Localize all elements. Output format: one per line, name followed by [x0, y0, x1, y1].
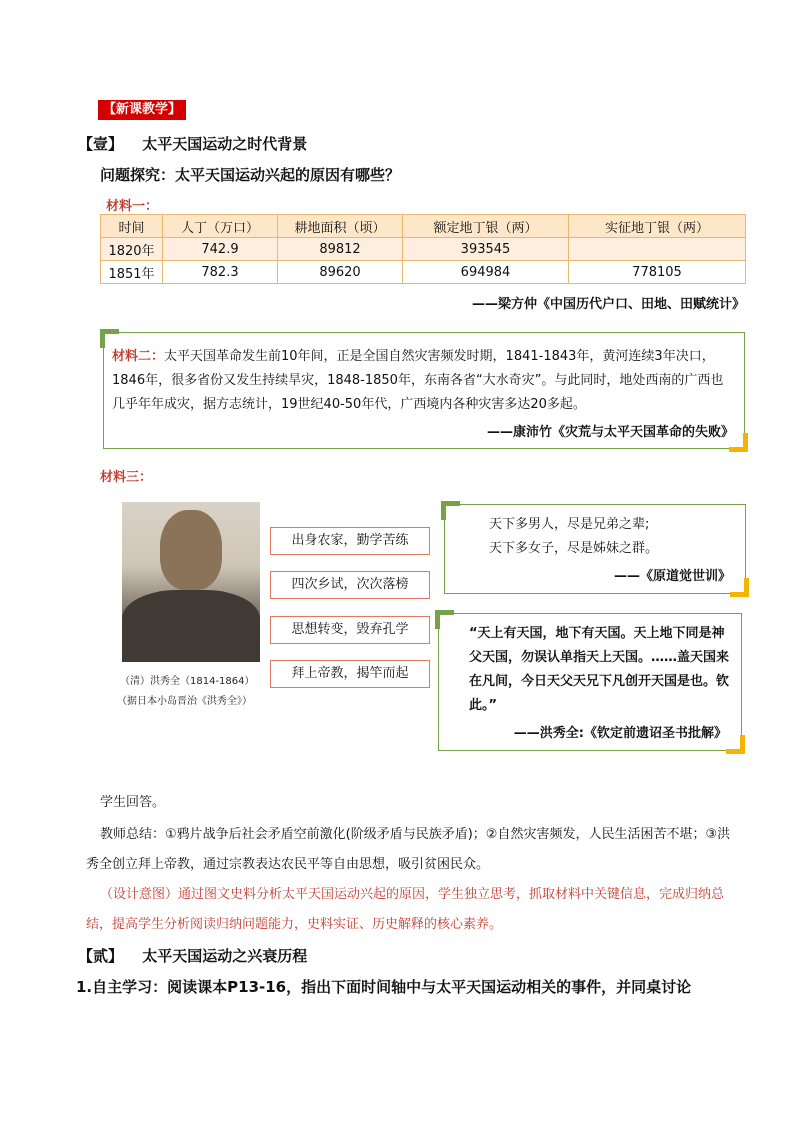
design-intent: （设计意图）通过图文史料分析太平天国运动兴起的原因，学生独立思考，抓取材料中关键信息，完成归纳总结，提高学生分析阅读归纳问题能力，史料实证、历史解释的核心素养。	[86, 887, 725, 932]
material2-body: 太平天国革命发生前10年间，正是全国自然灾害频发时期，1841-1843年，黄河连续3年决口，1846年，很多省份又发生持续旱灾，1848-1850年，东南各省“大水奇灾”。与此同时，地处西南的广西也几乎年年成灾，据方志统计，19世纪40-50年代，广西境内各种灾害多达20多起。	[112, 349, 724, 412]
section1-heading	[78, 133, 307, 154]
table-header-cell: 人丁（万口）	[163, 215, 278, 238]
portrait-face	[160, 510, 222, 590]
bio-box: 出身农家，勤学苦练	[270, 527, 430, 555]
table-cell: 694984	[403, 261, 569, 284]
material2-box	[103, 332, 745, 449]
table-header-row	[101, 215, 746, 238]
portrait-shoulders	[122, 590, 260, 662]
quote1-line1: 天下多男人，尽是兄弟之辈;	[489, 517, 650, 532]
table-cell: 393545	[403, 238, 569, 261]
section2-heading	[78, 945, 307, 966]
student-answer: 学生回答。	[100, 795, 166, 810]
material2-label: 材料二：	[112, 349, 165, 364]
portrait-image	[122, 502, 260, 662]
table-header-cell: 实征地丁银（两）	[569, 215, 746, 238]
new-lesson-tag: 【新课教学】	[98, 100, 186, 120]
table-cell: 742.9	[163, 238, 278, 261]
quote1-box	[444, 504, 746, 594]
task1-instruction: 1.自主学习：阅读课本P13-16，指出下面时间轴中与太平天国运动相关的事件，并同桌讨论	[76, 978, 692, 996]
section2-title: 太平天国运动之兴衰历程	[142, 947, 308, 965]
bio-box: 拜上帝教，揭竿而起	[270, 660, 430, 688]
material3-label: 材料三：	[100, 470, 153, 485]
table-row	[101, 238, 746, 261]
corner-decoration	[730, 578, 749, 597]
table-header-cell: 时间	[101, 215, 163, 238]
portrait-caption: （清）洪秀全（1814-1864）	[120, 676, 255, 687]
portrait-source: （据日本小岛晋治《洪秀全》）	[117, 696, 252, 707]
material1-source: ——梁方仲《中国历代户口、田地、田赋统计》	[471, 297, 745, 312]
table-header-cell: 耕地面积（顷）	[278, 215, 403, 238]
quote1-line2: 天下多女子，尽是姊妹之群。	[489, 541, 659, 556]
table-row	[101, 261, 746, 284]
table-header-cell: 额定地丁银（两）	[403, 215, 569, 238]
quote2-text: “天上有天国，地下有天国。天上地下同是神父天国，勿误认单指天上天国。……盖天国来在凡间，今日天父天兄下凡创开天国是也。钦此。”	[469, 626, 730, 713]
section2-number: 【贰】	[78, 947, 124, 965]
section1-number: 【壹】	[78, 135, 124, 153]
corner-decoration	[435, 610, 454, 629]
quote2-source: ——洪秀全:《钦定前遗诏圣书批解》	[513, 726, 727, 741]
table-cell: 89812	[278, 238, 403, 261]
question: 问题探究：太平天国运动兴起的原因有哪些？	[100, 166, 401, 184]
corner-decoration	[441, 501, 460, 520]
quote2-box	[438, 613, 742, 751]
quote1-source: ——《原道觉世训》	[613, 569, 731, 584]
table-cell: 1820年	[101, 238, 163, 261]
material2-source: ——康沛竹《灾荒与太平天国革命的失败》	[486, 425, 734, 440]
material1-label: 材料一：	[106, 199, 159, 214]
table-cell: 782.3	[163, 261, 278, 284]
table-cell	[569, 238, 746, 261]
table-cell: 1851年	[101, 261, 163, 284]
teacher-summary: 教师总结：①鸦片战争后社会矛盾空前激化(阶级矛盾与民族矛盾)；②自然灾害频发，人民生活困苦不堪；③洪秀全创立拜上帝教，通过宗教表达农民平等自由思想，吸引贫困民众。	[86, 827, 731, 872]
table-cell: 778105	[569, 261, 746, 284]
table-cell: 89620	[278, 261, 403, 284]
section1-title: 太平天国运动之时代背景	[142, 135, 308, 153]
corner-decoration	[726, 735, 745, 754]
material1-table	[100, 214, 746, 284]
bio-box: 思想转变，毁弃孔学	[270, 616, 430, 644]
bio-box: 四次乡试，次次落榜	[270, 571, 430, 599]
material2-text	[112, 345, 736, 417]
